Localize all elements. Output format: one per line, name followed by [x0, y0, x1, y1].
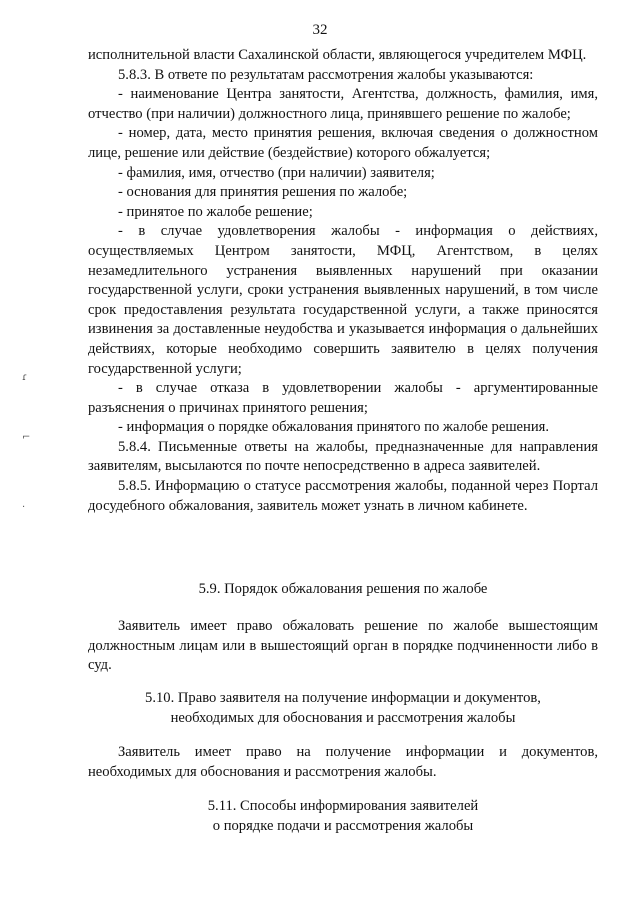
heading-line: 5.9. Порядок обжалования решения по жалобе: [198, 581, 488, 597]
heading-line: 5.10. Право заявителя на получение информации и документов,: [145, 690, 541, 706]
heading-line: необходимых для обоснования и рассмотрения жалобы: [170, 709, 516, 726]
paragraph: - номер, дата, место принятия решения, включая сведения о должностном лице, решение или действие (бездействие) которого обжалуется;: [88, 125, 598, 161]
margin-mark: ·: [22, 502, 26, 513]
section-heading-5-9: [88, 580, 598, 600]
paragraph: исполнительной власти Сахалинской области, являющегося учредителем МФЦ.: [88, 47, 587, 63]
section-heading-5-10: [88, 689, 598, 728]
margin-mark: ɾ: [22, 372, 28, 383]
paragraph: 5.8.5. Информацию о статусе рассмотрения жалобы, поданной через Портал досудебного обжалования, заявитель может узнать в личном кабинете.: [88, 478, 598, 514]
paragraph: - информация о порядке обжалования принятого по жалобе решения.: [118, 419, 550, 436]
paragraph: - принятое по жалобе решение;: [118, 203, 313, 220]
paragraph: 5.8.3. В ответе по результатам рассмотрения жалобы указываются:: [118, 66, 534, 83]
paragraph: - наименование Центра занятости, Агентства, должность, фамилия, имя, отчество (при наличии) должностного лица, принявшего решение по жалобе;: [88, 86, 598, 122]
paragraph: - в случае удовлетворения жалобы - информация о действиях, осуществляемых Центром занятости, МФЦ, Агентством, в целях незамедлительного устранения выявленных нарушений при оказании государственной услуги, сроки устранения выявленных нарушений, в том числе срок предоставления результата государственной услуги, а также приносятся извинения за доставленные неудобства и указывается информация о дальнейших действиях, которые необходимо совершить заявителю в целях получения государственной услуги;: [88, 223, 598, 377]
section-heading-5-11: [88, 797, 598, 836]
page-number: 32: [312, 22, 328, 38]
heading-line: 5.11. Способы информирования заявителей: [207, 798, 479, 814]
paragraph: - в случае отказа в удовлетворении жалобы - аргументированные разъяснения о причинах принятого решения;: [88, 380, 598, 416]
section-5-10-body: [88, 743, 598, 782]
main-text-block: [88, 46, 598, 516]
paragraph: Заявитель имеет право на получение информации и документов, необходимых для обоснования и рассмотрения жалобы.: [88, 744, 598, 780]
paragraph: Заявитель имеет право обжаловать решение по жалобе вышестоящим должностным лицам или в вышестоящий орган в порядке подчиненности либо в суд.: [88, 618, 598, 674]
section-5-9-body: [88, 617, 598, 676]
margin-mark: ⌐: [22, 432, 31, 443]
heading-line: о порядке подачи и рассмотрения жалобы: [212, 817, 474, 834]
paragraph: 5.8.4. Письменные ответы на жалобы, предназначенные для направления заявителям, высылаются по почте непосредственно в адреса заявителей.: [88, 438, 598, 475]
paragraph: - фамилия, имя, отчество (при наличии) заявителя;: [118, 164, 435, 181]
paragraph: - основания для принятия решения по жалобе;: [118, 184, 408, 201]
